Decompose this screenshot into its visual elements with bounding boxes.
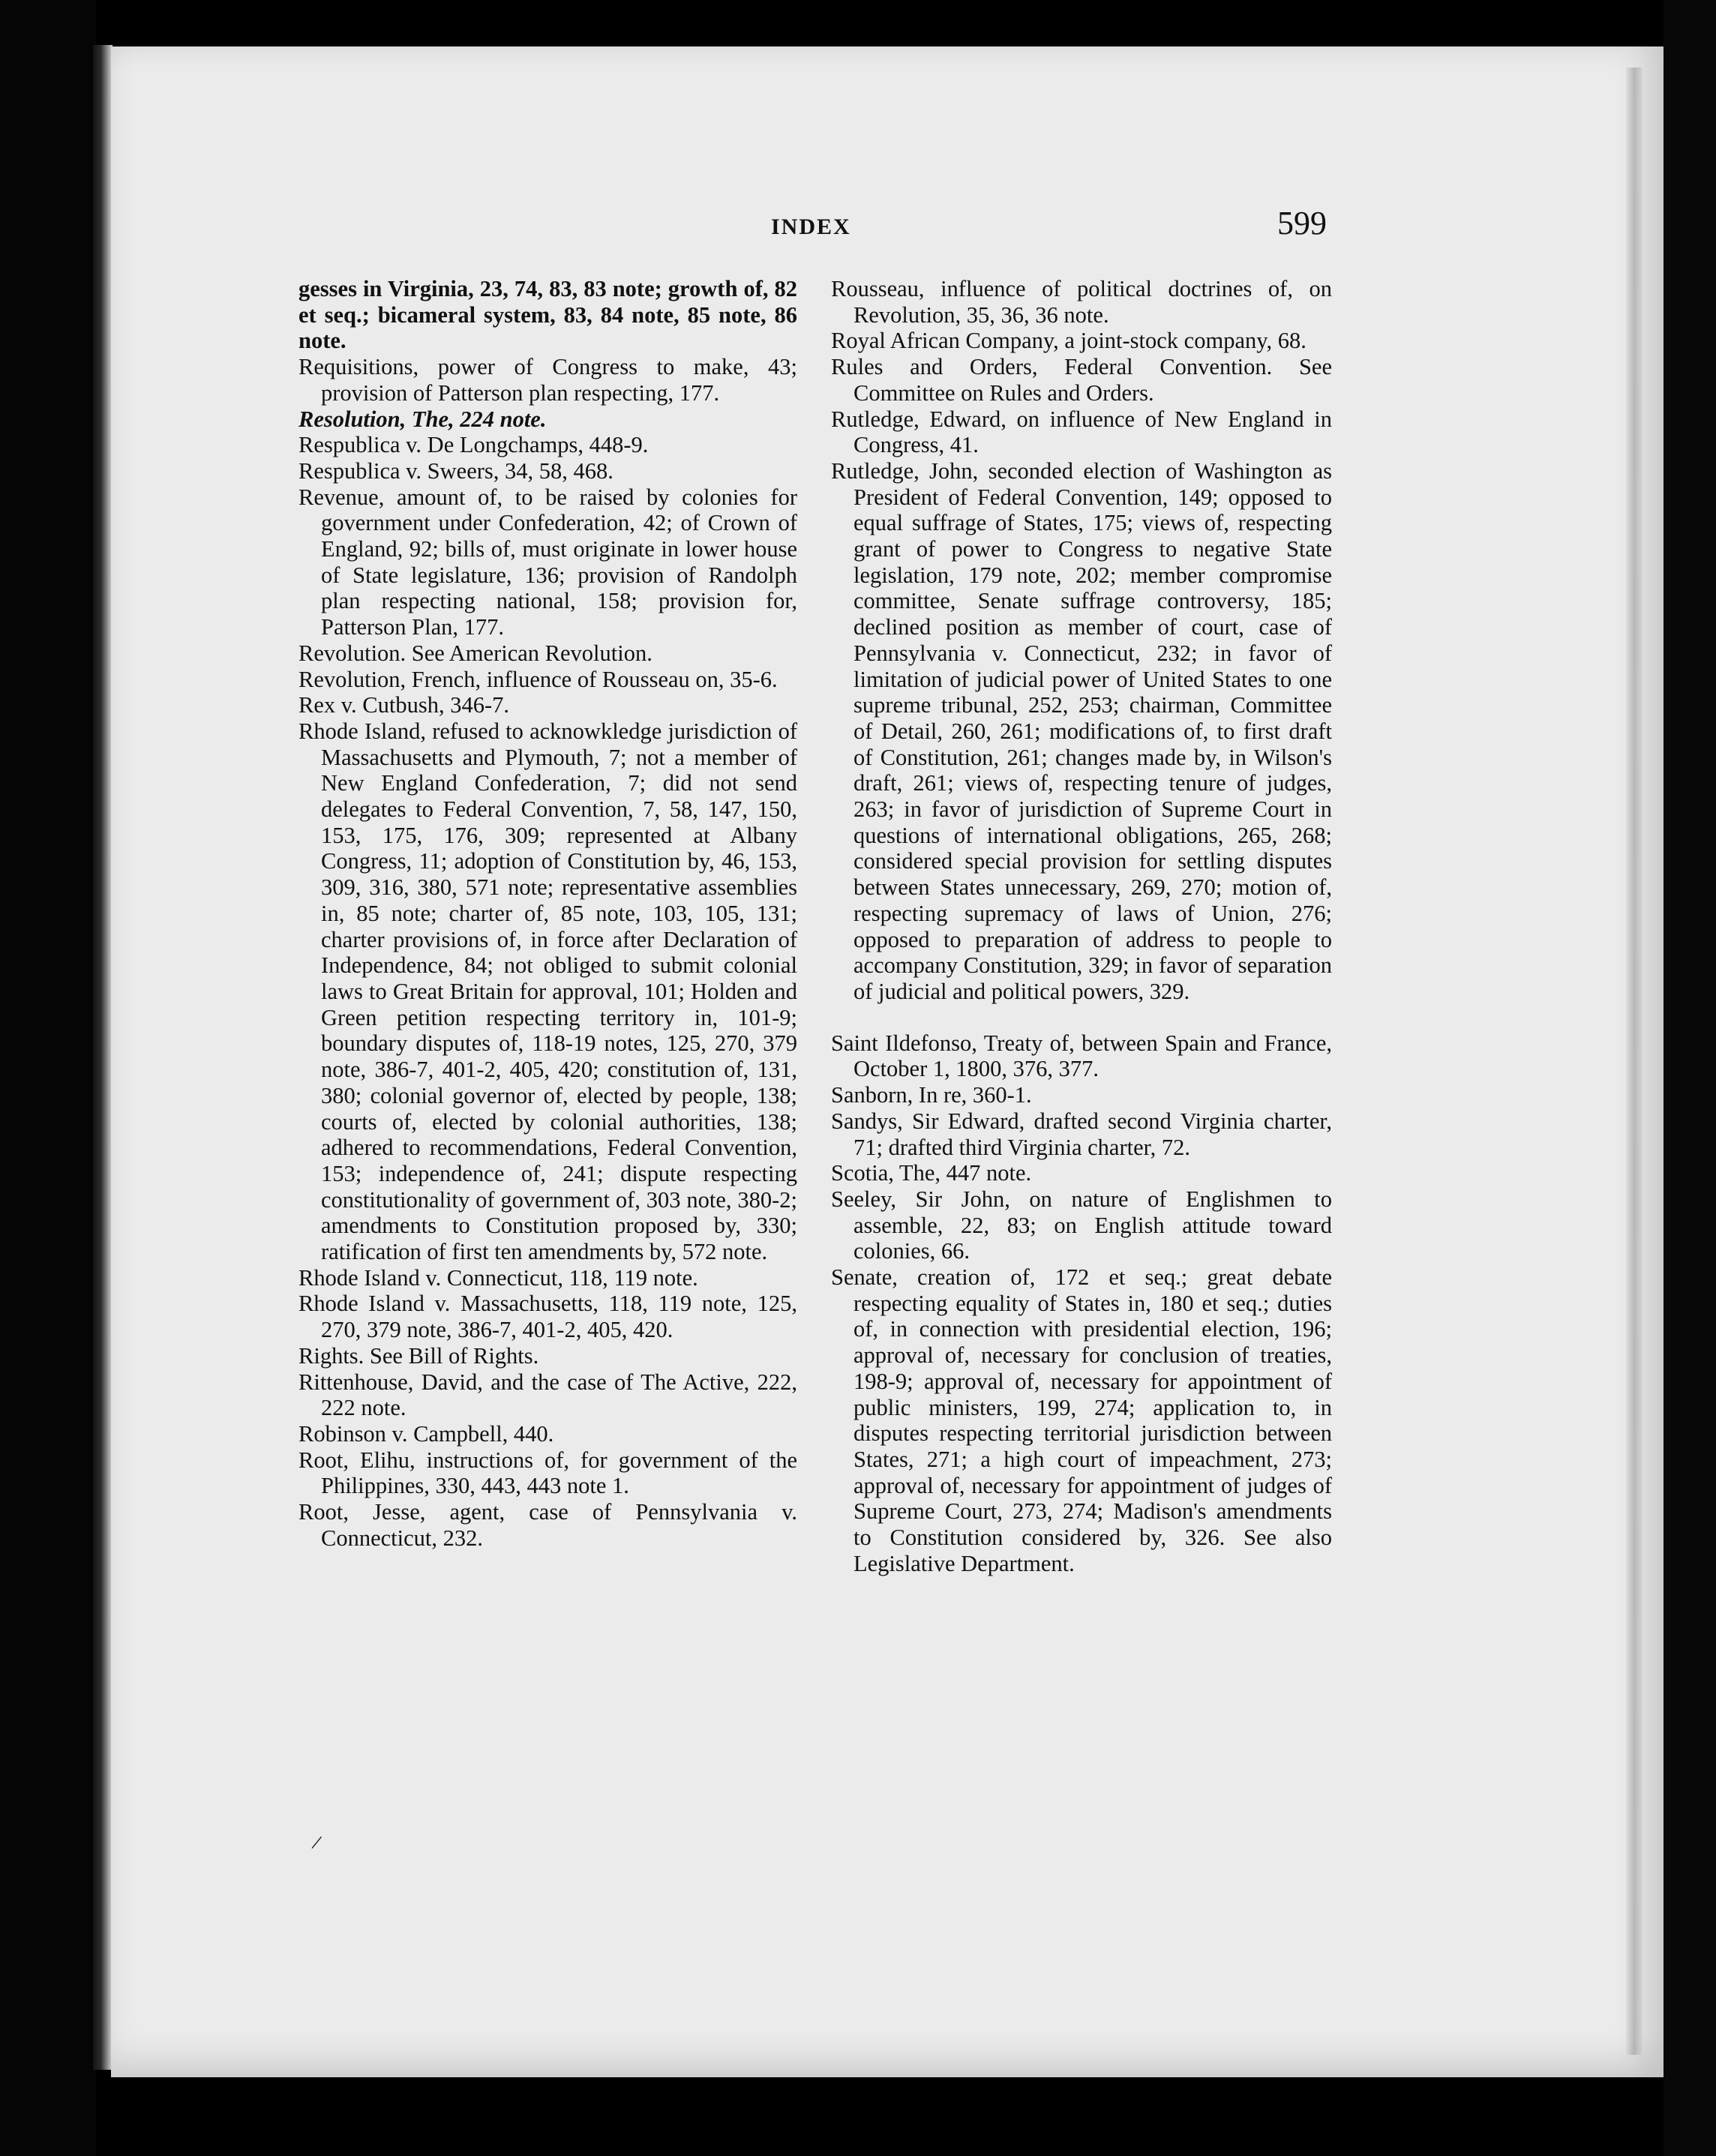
index-entry: Sandys, Sir Edward, drafted second Virginia charter, 71; drafted third Virginia charter, 72.	[831, 1108, 1332, 1160]
index-entry: Revenue, amount of, to be raised by colonies for government under Confederation, 42; of Crown of England, 92; bills of, must originate in lower house of State legislature, 136; provision of Randolph plan respecting national, 158; provision for, Patterson Plan, 177.	[298, 484, 797, 640]
index-entry: Respublica v. Sweers, 34, 58, 468.	[298, 457, 614, 484]
stray-pencil-mark: /	[310, 1831, 324, 1855]
index-entry: Root, Elihu, instructions of, for government of the Philippines, 330, 443, 443 note 1.	[298, 1447, 797, 1499]
running-head: INDEX	[771, 214, 851, 239]
index-entry: gesses in Virginia, 23, 74, 83, 83 note; growth of, 82 et seq.; bicameral system, 83, 84 note, 85 note, 86 note.	[298, 276, 797, 354]
index-entry: Rhode Island, refused to acknowkledge jurisdiction of Massachusetts and Plymouth, 7; not a member of New England Confederation, 7; did not send delegates to Federal Convention, 7, 58, 147, 150, 153, 175, 176, 309; represented at Albany Congress, 11; adoption of Constitution by, 46, 153, 309, 316, 380, 571 note; representative assemblies in, 85 note; charter of, 85 note, 103, 105, 131; charter provisions of, in force after Declaration of Independence, 84; not obliged to submit colonial laws to Great Britain for approval, 101; Holden and Green petition respecting territory in, 101-9; boundary disputes of, 118-19 notes, 125, 270, 379 note, 386-7, 401-2, 405, 420; constitution of, 131, 380; colonial governor of, elected by people, 138; courts of, elected by colonial authorities, 138; adhered to recommendations, Federal Convention, 153; independence of, 241; dispute respecting constitutionality of government of, 303 note, 380-2; amendments to Constitution proposed by, 330; ratification of first ten amendments by, 572 note.	[298, 718, 797, 1265]
index-entry: Robinson v. Campbell, 440.	[298, 1420, 554, 1447]
index-entry: Respublica v. De Longchamps, 448-9.	[298, 432, 649, 458]
index-entry: Rhode Island v. Connecticut, 118, 119 note.	[298, 1264, 698, 1291]
index-entry: Scotia, The, 447 note.	[831, 1160, 1032, 1186]
index-entry: Requisitions, power of Congress to make, 43; provision of Patterson plan respecting, 177.	[298, 354, 797, 406]
left-column	[298, 276, 797, 1551]
index-entry: Rhode Island v. Massachusetts, 118, 119 note, 125, 270, 379 note, 386-7, 401-2, 405, 420.	[298, 1291, 797, 1343]
scan-left-border	[0, 0, 96, 2156]
index-entry: Sanborn, In re, 360-1.	[831, 1082, 1032, 1108]
page-edge-shadow	[1626, 67, 1642, 2055]
index-entry: Royal African Company, a joint-stock company, 68.	[831, 328, 1306, 354]
index-entry: Rutledge, Edward, on influence of New England in Congress, 41.	[831, 406, 1332, 458]
index-entry: Saint Ildefonso, Treaty of, between Spain and France, October 1, 1800, 376, 377.	[831, 1030, 1332, 1082]
book-spine-shadow	[93, 45, 112, 2070]
index-entry: Rex v. Cutbush, 346-7.	[298, 692, 509, 718]
page-number: 599	[1277, 205, 1327, 241]
page-header	[111, 204, 1664, 249]
index-entry: Resolution, The, 224 note.	[298, 406, 547, 432]
index-entry: Rousseau, influence of political doctrines of, on Revolution, 35, 36, 36 note.	[831, 276, 1332, 328]
index-entry: Root, Jesse, agent, case of Pennsylvania v. Connecticut, 232.	[298, 1499, 797, 1551]
index-entry: Senate, creation of, 172 et seq.; great debate respecting equality of States in, 180 et seq.; duties of, in connection with presidential election, 196; approval of, necessary for conclusion of treaties, 198-9; approval of, necessary for appointment of public ministers, 199, 274; application to, in disputes respecting territorial jurisdiction between States, 271; a high court of impeachment, 273; approval of, necessary for appointment of judges of Supreme Court, 273, 274; Madison's amendments to Constitution considered by, 326. See also Legislative Department.	[831, 1264, 1332, 1576]
index-entry: Rules and Orders, Federal Convention. See Committee on Rules and Orders.	[831, 354, 1332, 406]
index-entry: Revolution, French, influence of Rousseau on, 35-6.	[298, 666, 778, 692]
right-column	[831, 276, 1332, 1576]
index-entry: Seeley, Sir John, on nature of Englishmen to assemble, 22, 83; on English attitude toward colonies, 66.	[831, 1186, 1332, 1264]
index-entry: Rights. See Bill of Rights.	[298, 1342, 539, 1369]
scan-right-border	[1664, 0, 1716, 2156]
index-entry: Revolution. See American Revolution.	[298, 640, 652, 666]
index-entry: Rutledge, John, seconded election of Washington as President of Federal Convention, 149; opposed to equal suffrage of States, 175; views of, respecting grant of power to Congress to negative State legislation, 179 note, 202; member compromise committee, Senate suffrage controversy, 185; declined position as member of court, case of Pennsylvania v. Connecticut, 232; in favor of limitation of judicial power of United States to one supreme tribunal, 252, 253; chairman, Committee of Detail, 260, 261; modifications of, to first draft of Constitution, 261; changes made by, in Wilson's draft, 261; views of, respecting tenure of judges, 263; in favor of jurisdiction of Supreme Court in questions of international obligations, 265, 268; considered special provision for settling disputes between States unnecessary, 269, 270; motion of, respecting supremacy of laws of Union, 276; opposed to preparation of address to people to accompany Constitution, 329; in favor of separation of judicial and political powers, 329.	[831, 457, 1332, 1004]
index-entry: Rittenhouse, David, and the case of The Active, 222, 222 note.	[298, 1369, 797, 1421]
